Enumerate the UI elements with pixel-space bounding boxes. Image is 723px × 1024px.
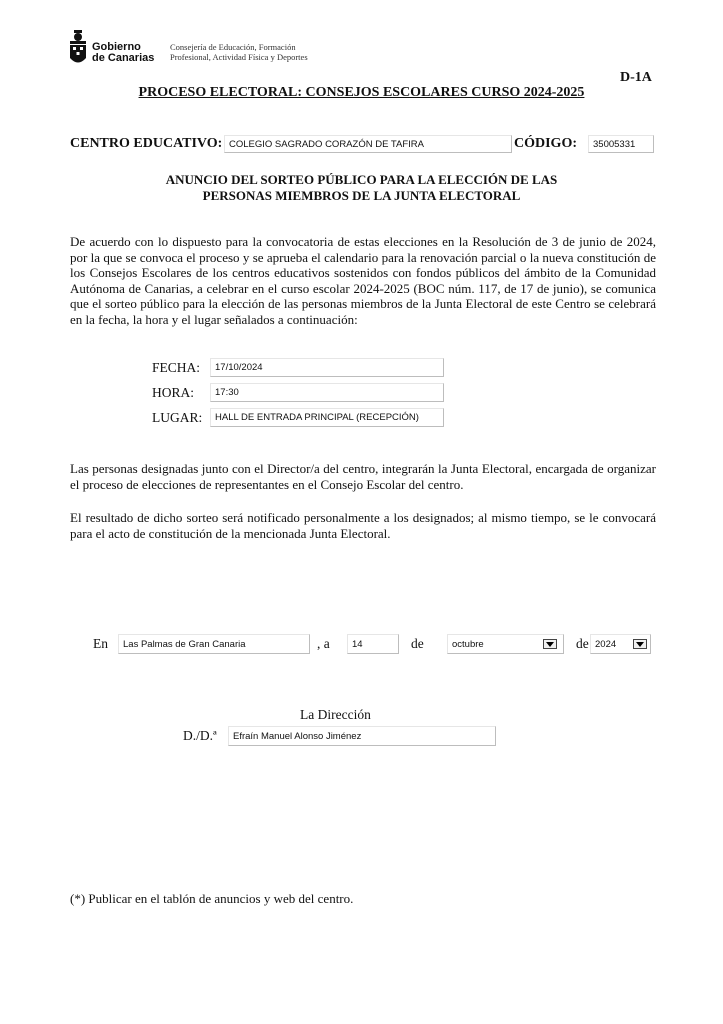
centro-field[interactable]: COLEGIO SAGRADO CORAZÓN DE TAFIRA (224, 135, 512, 153)
document-code: D-1A (620, 70, 652, 85)
year-value: 2024 (595, 638, 617, 650)
chevron-down-icon (636, 642, 644, 647)
lugar-label: LUGAR: (152, 410, 203, 425)
subtitle-line-2: PERSONAS MIEMBROS DE LA JUNTA ELECTORAL (202, 188, 521, 203)
document-title-text: PROCESO ELECTORAL: CONSEJOS ESCOLARES CURSO 2024-2025 (138, 85, 585, 100)
codigo-label: CÓDIGO: (514, 136, 577, 151)
codigo-field[interactable]: 35005331 (588, 135, 654, 153)
coat-of-arms-icon (68, 30, 88, 68)
hora-field[interactable]: 17:30 (210, 383, 444, 402)
de-label-2: de (576, 636, 589, 651)
junta-paragraph: Las personas designadas junto con el Director/a del centro, integrarán la Junta Electoral, encargada de organizar el proceso de elecciones de representantes en el Consejo Escolar del centro. (70, 461, 656, 492)
intro-paragraph: De acuerdo con lo dispuesto para la convocatoria de estas elecciones en la Resolución de 3 de junio de 2024, por la que se convoca el proceso y se aprueba el calendario para la renovación parcial o la nueva constitución de los Consejos Escolares de los centros educativos sostenidos con fondos públicos del ámbito de la Comunidad Autónoma de Canarias, a celebrar en el curso escolar 2024-2025 (BOC núm. 117, de 17 de junio), se comunica que el sorteo público para la elección de las personas miembros de la Junta Electoral de este Centro se celebrará en la fecha, la hora y el lugar señalados a continuación: (70, 234, 656, 327)
consejeria-name (170, 42, 308, 62)
chevron-down-icon (546, 642, 554, 647)
consejeria-line-1: Consejería de Educación, Formación (170, 42, 296, 52)
centro-label: CENTRO EDUCATIVO: (70, 136, 223, 151)
city-field[interactable]: Las Palmas de Gran Canaria (118, 634, 310, 654)
de-label-1: de (411, 636, 424, 651)
gobierno-canarias-logo (68, 30, 158, 70)
director-name-field[interactable]: Efraín Manuel Alonso Jiménez (228, 726, 496, 746)
document-title (0, 85, 723, 101)
resultado-paragraph: El resultado de dicho sorteo será notificado personalmente a los designados; al mismo tiempo, se le convocará para el acto de constitución de la mencionada Junta Electoral. (70, 510, 656, 541)
month-dropdown-icon[interactable] (543, 639, 557, 649)
fecha-field[interactable]: 17/10/2024 (210, 358, 444, 377)
direccion-label: La Dirección (300, 707, 371, 722)
hora-label: HORA: (152, 385, 195, 400)
fecha-label: FECHA: (152, 360, 201, 375)
dd-label: D./D.ª (183, 728, 217, 743)
en-label: En (93, 636, 108, 651)
lugar-field[interactable]: HALL DE ENTRADA PRINCIPAL (RECEPCIÓN) (210, 408, 444, 427)
logo-line-2: de Canarias (92, 52, 155, 64)
announcement-subtitle (0, 172, 723, 204)
footnote: (*) Publicar en el tablón de anuncios y web del centro. (70, 891, 354, 906)
consejeria-line-2: Profesional, Actividad Física y Deportes (170, 52, 308, 62)
month-value: octubre (452, 638, 484, 650)
year-dropdown-icon[interactable] (633, 639, 647, 649)
subtitle-line-1: ANUNCIO DEL SORTEO PÚBLICO PARA LA ELECCIÓN DE LAS (165, 172, 558, 187)
logo-line-1: Gobierno (92, 41, 141, 53)
day-field[interactable]: 14 (347, 634, 399, 654)
a-label: , a (317, 636, 330, 651)
